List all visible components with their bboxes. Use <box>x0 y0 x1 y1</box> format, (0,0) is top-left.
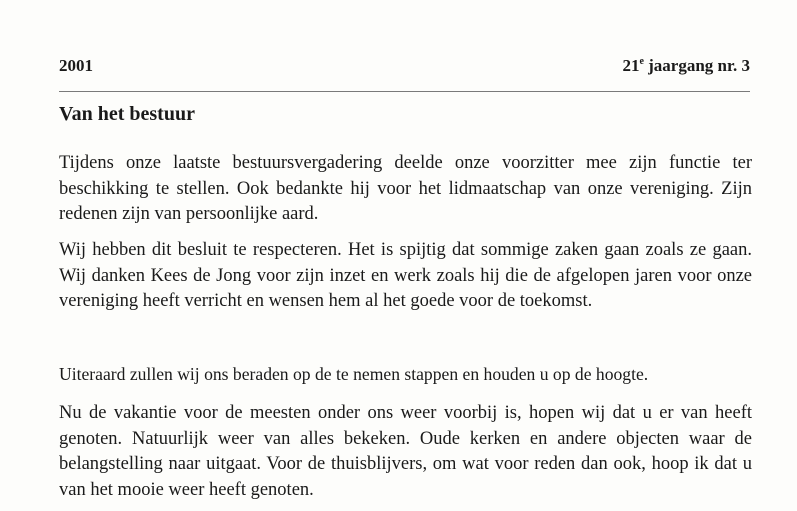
header-divider <box>59 91 750 92</box>
paragraph-2: Wij hebben dit besluit te respecteren. Het is spijtig dat sommige zaken gaan zoals ze gaan. Wij danken Kees de Jong voor zijn inzet en werk zoals hij die de afgelopen jaren voor onze vereniging heeft verricht en wensen hem al het goede voor de toekomst. <box>59 240 752 311</box>
header-issue <box>622 54 750 78</box>
article-title: Van het bestuur <box>59 103 195 125</box>
header-year: 2001 <box>59 56 93 75</box>
paragraph-4: Nu de vakantie voor de meesten onder ons weer voorbij is, hopen wij dat u er van heeft genoten. Natuurlijk weer van alles bekeken. Oude kerken en andere objecten waar de belangstelling naar uitgaat. Voor de thuisblijvers, om wat voor reden dan ook, hoop ik dat u van het mooie weer heeft genoten. <box>59 403 752 500</box>
page-header <box>59 54 750 90</box>
issue-label: jaargang nr. 3 <box>643 56 750 75</box>
issue-number: 21 <box>622 56 640 75</box>
issue-suffix: e <box>639 56 644 67</box>
paragraph-1: Tijdens onze laatste bestuursvergadering deelde onze voorzitter mee zijn functie ter beschikking te stellen. Ook bedankte hij voor het lidmaatschap van onze vereniging. Zijn redenen zijn van persoonlijke aard. <box>59 153 752 224</box>
paragraph-3: Uiteraard zullen wij ons beraden op de te nemen stappen en houden u op de hoogte. <box>59 364 649 384</box>
